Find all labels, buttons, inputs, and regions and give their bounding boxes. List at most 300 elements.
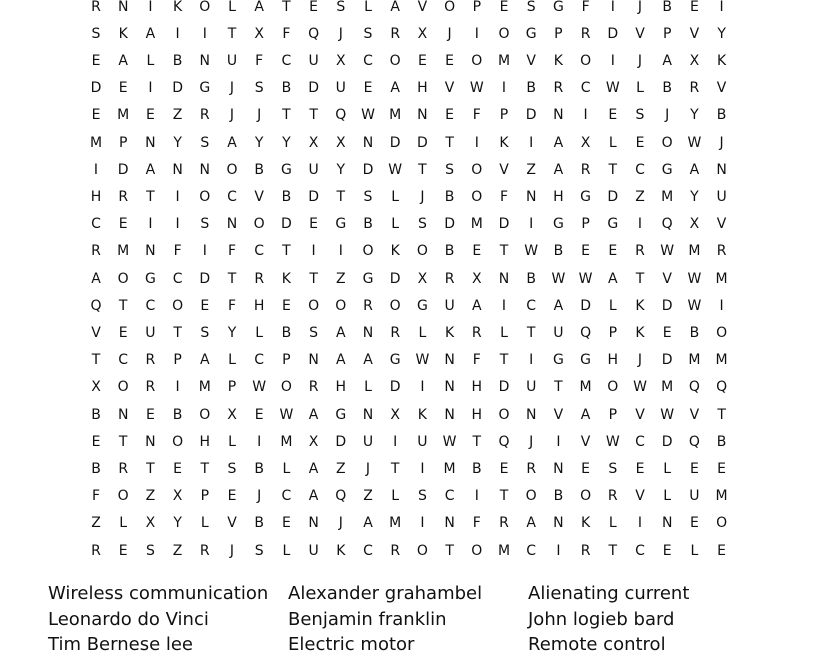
grid-letter: H [335, 379, 347, 396]
grid-letter: U [145, 324, 156, 341]
grid-letter: I [583, 107, 588, 124]
grid-letter: S [363, 25, 373, 42]
grid-letter: I [93, 161, 99, 178]
grid-letter: W [252, 379, 267, 396]
grid-letter: J [637, 352, 643, 369]
grid-letter: D [417, 134, 428, 151]
grid-letter: A [472, 297, 482, 314]
grid-letter: G [389, 352, 401, 369]
grid-letter: F [173, 243, 182, 260]
grid-letter: B [281, 188, 292, 205]
grid-letter: D [661, 297, 673, 314]
grid-letter: D [308, 188, 319, 205]
grid-letter: S [200, 134, 210, 151]
grid-letter: W [605, 80, 620, 97]
grid-letter: N [362, 406, 374, 423]
grid-letter: V [662, 270, 672, 287]
grid-letter: K [390, 243, 400, 260]
grid-letter: C [281, 488, 292, 505]
grid-letter: B [716, 433, 727, 450]
grid-letter: Q [661, 216, 673, 233]
grid-letter: A [145, 25, 156, 42]
grid-letter: Y [173, 134, 182, 151]
grid-letter: E [608, 107, 618, 124]
grid-letter: G [335, 406, 347, 423]
grid-letter: T [445, 542, 454, 559]
grid-letter: U [553, 324, 564, 341]
grid-letter: A [308, 460, 319, 477]
grid-letter: R [199, 542, 210, 559]
grid-letter: E [581, 243, 591, 260]
grid-letter: X [417, 25, 428, 42]
grid-letter: A [254, 0, 264, 15]
grid-letter: H [253, 297, 265, 314]
grid-letter: I [175, 216, 180, 233]
grid-letter: K [635, 297, 645, 314]
grid-letter: W [660, 406, 675, 423]
grid-letter: D [661, 352, 673, 369]
grid-letter: I [175, 188, 180, 205]
grid-letter: V [227, 515, 237, 532]
grid-letter: O [661, 134, 673, 151]
grid-letter: H [417, 80, 428, 97]
grid-letter: O [580, 488, 592, 505]
grid-letter: U [308, 161, 319, 178]
grid-letter: W [687, 134, 702, 151]
grid-letter: C [91, 216, 101, 233]
grid-letter: R [199, 107, 210, 124]
grid-letter: G [552, 216, 564, 233]
grid-letter: Y [254, 134, 264, 151]
grid-letter: E [118, 324, 128, 341]
grid-letter: M [688, 352, 701, 369]
grid-letter: X [336, 134, 346, 151]
grid-letter: E [118, 216, 128, 233]
grid-letter: N [525, 188, 537, 205]
grid-letter: T [227, 270, 237, 287]
grid-letter: R [444, 270, 455, 287]
grid-letter: I [311, 243, 316, 260]
grid-letter: W [687, 297, 702, 314]
grid-letter: A [662, 52, 672, 69]
grid-letter: N [308, 352, 319, 369]
grid-letter: A [200, 352, 210, 369]
grid-letter: U [417, 433, 428, 450]
grid-letter: N [199, 161, 211, 178]
grid-letter: I [338, 243, 343, 260]
grid-letter: I [529, 134, 534, 151]
grid-letter: I [175, 379, 180, 396]
grid-letter: F [499, 188, 509, 205]
grid-letter: O [607, 379, 619, 396]
grid-letter: E [145, 107, 155, 124]
grid-letter: C [172, 270, 183, 287]
grid-letter: T [499, 352, 509, 369]
grid-letter: S [635, 107, 645, 124]
grid-letter: S [254, 80, 264, 97]
grid-letter: O [471, 161, 483, 178]
grid-letter: N [117, 406, 129, 423]
grid-letter: L [500, 324, 508, 341]
grid-letter: E [309, 216, 319, 233]
grid-letter: Z [363, 488, 373, 505]
grid-letter: J [447, 25, 452, 42]
grid-letter: A [363, 352, 373, 369]
grid-letter: O [117, 270, 129, 287]
grid-letter: B [254, 515, 264, 532]
grid-letter: C [635, 161, 645, 178]
grid-letter: E [281, 515, 291, 532]
grid-letter: G [280, 161, 292, 178]
grid-letter: T [118, 433, 128, 450]
grid-letter: L [364, 379, 372, 396]
grid-letter: R [308, 379, 319, 396]
grid-letter: U [308, 542, 319, 559]
grid-letter: E [717, 542, 727, 559]
grid-letter: W [551, 270, 566, 287]
grid-letter: E [499, 0, 509, 15]
grid-letter: N [498, 270, 510, 287]
grid-letter: B [662, 0, 672, 15]
grid-letter: A [145, 161, 156, 178]
grid-letter: M [198, 379, 211, 396]
grid-letter: T [200, 460, 210, 477]
grid-letter: N [145, 134, 156, 151]
grid-letter: T [309, 107, 318, 124]
grid-letter: W [415, 352, 430, 369]
grid-letter: T [91, 352, 101, 369]
grid-letter: A [336, 352, 346, 369]
grid-letter: L [636, 80, 644, 97]
grid-letter: B [662, 80, 672, 97]
grid-letter: A [390, 0, 400, 15]
grid-letter: D [90, 80, 102, 97]
grid-letter: J [529, 433, 534, 450]
grid-letter: Q [335, 107, 347, 124]
grid-letter: Z [635, 188, 645, 205]
grid-letter: C [118, 352, 129, 369]
grid-letter: I [719, 297, 724, 314]
grid-letter: V [716, 216, 727, 233]
grid-letter: B [172, 52, 183, 69]
grid-letter: N [661, 515, 673, 532]
grid-letter: T [418, 161, 427, 178]
grid-letter: N [553, 515, 564, 532]
grid-letter: E [717, 460, 727, 477]
grid-letter: T [309, 270, 318, 287]
grid-letter: X [689, 216, 700, 233]
grid-letter: R [91, 542, 101, 559]
grid-letter: U [226, 52, 238, 69]
grid-letter: I [501, 297, 507, 314]
grid-letter: H [553, 188, 564, 205]
word-list-column-3 [528, 581, 689, 658]
word-list-column-2 [288, 581, 482, 658]
grid-letter: C [363, 542, 373, 559]
grid-letter: C [145, 297, 156, 314]
grid-letter: C [580, 80, 591, 97]
grid-letter: V [499, 161, 509, 178]
grid-letter: L [690, 542, 699, 559]
grid-letter: R [145, 379, 156, 396]
grid-letter: T [499, 488, 509, 505]
grid-letter: S [417, 488, 427, 505]
grid-letter: R [471, 324, 482, 341]
grid-letter: T [445, 134, 454, 151]
grid-letter: A [553, 297, 564, 314]
grid-letter: I [610, 52, 615, 69]
grid-letter: P [608, 324, 618, 341]
grid-letter: M [443, 460, 456, 477]
grid-letter: K [118, 25, 128, 42]
grid-letter: H [607, 352, 619, 369]
grid-letter: Q [335, 488, 347, 505]
grid-letter: T [499, 243, 509, 260]
grid-letter: G [552, 0, 564, 15]
grid-letter: O [389, 52, 401, 69]
grid-letter: K [553, 52, 563, 69]
grid-letter: J [719, 134, 724, 151]
grid-letter: R [499, 515, 509, 532]
grid-letter: Q [688, 433, 700, 450]
grid-letter: I [719, 0, 724, 15]
grid-letter: E [118, 542, 128, 559]
grid-letter: W [524, 243, 539, 260]
grid-letter: W [442, 433, 457, 450]
grid-letter: M [497, 52, 511, 69]
grid-letter: X [308, 134, 319, 151]
grid-letter: E [173, 460, 183, 477]
grid-letter: O [335, 297, 347, 314]
grid-letter: Q [90, 297, 102, 314]
grid-letter: O [416, 243, 428, 260]
grid-letter: C [635, 433, 645, 450]
grid-letter: F [227, 243, 237, 260]
grid-letter: I [420, 515, 425, 532]
grid-letter: S [200, 324, 210, 341]
grid-letter: D [308, 80, 319, 97]
grid-letter: T [173, 324, 182, 341]
grid-letter: D [580, 297, 591, 314]
grid-letter: I [556, 433, 561, 450]
grid-letter: D [525, 107, 537, 124]
grid-letter: V [635, 25, 645, 42]
grid-letter: L [391, 216, 400, 233]
grid-letter: L [200, 515, 209, 532]
grid-letter: Q [580, 324, 592, 341]
grid-letter: P [499, 107, 509, 124]
grid-letter: C [281, 52, 292, 69]
grid-letter: N [117, 0, 129, 15]
grid-letter: Y [227, 324, 237, 341]
grid-letter: V [716, 80, 727, 97]
grid-letter: E [363, 80, 373, 97]
grid-letter: R [254, 270, 265, 287]
grid-letter: P [472, 0, 482, 15]
grid-letter: W [660, 243, 675, 260]
grid-letter: N [444, 515, 455, 532]
grid-letter: I [148, 0, 153, 15]
grid-letter: Z [145, 488, 156, 505]
grid-letter: N [444, 352, 455, 369]
grid-letter: X [308, 433, 319, 450]
grid-letter: W [361, 107, 375, 124]
grid-letter: S [417, 216, 427, 233]
grid-letter: T [146, 188, 155, 205]
grid-letter: A [553, 161, 564, 178]
grid-letter: S [445, 161, 455, 178]
grid-letter: A [91, 270, 101, 287]
grid-letter: F [581, 0, 590, 15]
grid-letter: W [605, 433, 620, 450]
grid-letter: B [254, 161, 264, 178]
grid-letter: B [363, 216, 373, 233]
word-list-column-1 [48, 581, 268, 658]
grid-letter: R [580, 161, 591, 178]
grid-letter: T [526, 324, 536, 341]
grid-letter: K [173, 0, 183, 15]
grid-letter: T [608, 161, 618, 178]
grid-letter: A [580, 406, 591, 423]
word-item: Tim Bernese lee [48, 634, 194, 655]
grid-letter: R [91, 0, 101, 15]
grid-letter: W [687, 270, 702, 287]
grid-letter: M [389, 515, 402, 532]
grid-letter: D [172, 80, 183, 97]
grid-letter: F [472, 515, 481, 532]
grid-letter: L [663, 488, 672, 505]
grid-letter: R [118, 188, 129, 205]
grid-letter: N [145, 433, 156, 450]
grid-letter: X [254, 25, 264, 42]
grid-letter: Z [172, 107, 183, 124]
grid-letter: E [227, 488, 237, 505]
grid-letter: O [580, 52, 592, 69]
grid-letter: I [148, 216, 153, 233]
grid-letter: B [526, 80, 536, 97]
grid-letter: Y [336, 161, 346, 178]
grid-letter: V [689, 406, 700, 423]
grid-letter: T [282, 0, 291, 15]
grid-letter: L [608, 297, 617, 314]
grid-letter: E [499, 460, 509, 477]
grid-letter: Q [308, 25, 320, 42]
grid-letter: C [254, 352, 265, 369]
grid-letter: G [416, 297, 428, 314]
grid-letter: A [363, 515, 373, 532]
grid-letter: J [637, 52, 643, 69]
grid-letter: S [227, 460, 237, 477]
grid-letter: I [202, 25, 207, 42]
grid-letter: E [91, 107, 101, 124]
grid-letter: J [257, 107, 262, 124]
grid-letter: J [257, 488, 262, 505]
grid-letter: O [444, 0, 456, 15]
grid-letter: K [336, 542, 346, 559]
grid-letter: L [608, 515, 617, 532]
grid-letter: J [665, 107, 670, 124]
grid-letter: M [117, 243, 130, 260]
grid-letter: O [525, 488, 537, 505]
grid-letter: B [444, 188, 455, 205]
grid-letter: A [336, 324, 346, 341]
grid-letter: G [580, 352, 592, 369]
grid-letter: B [689, 324, 700, 341]
grid-letter: M [497, 542, 511, 559]
grid-letter: E [309, 0, 319, 15]
grid-letter: S [91, 25, 101, 42]
grid-letter: O [716, 324, 728, 341]
grid-letter: N [145, 243, 156, 260]
grid-letter: M [688, 243, 701, 260]
word-item: John logieb bard [528, 608, 675, 630]
grid-letter: U [444, 297, 455, 314]
grid-letter: S [200, 216, 210, 233]
grid-letter: X [172, 488, 183, 505]
grid-letter: B [254, 460, 264, 477]
grid-letter: D [607, 188, 619, 205]
grid-letter: T [608, 542, 618, 559]
grid-letter: I [610, 0, 615, 15]
grid-letter: M [389, 107, 402, 124]
grid-letter: E [445, 52, 455, 69]
grid-letter: R [580, 25, 591, 42]
grid-letter: N [417, 107, 428, 124]
grid-letter: L [391, 188, 400, 205]
grid-letter: J [365, 460, 371, 477]
grid-letter: A [553, 134, 564, 151]
grid-letter: F [282, 25, 291, 42]
grid-letter: E [145, 406, 155, 423]
word-item: Benjamin franklin [288, 608, 447, 630]
grid-letter: L [282, 460, 291, 477]
grid-letter: K [581, 515, 591, 532]
grid-letter: Y [690, 188, 699, 205]
grid-letter: B [553, 488, 564, 505]
grid-letter: D [498, 379, 510, 396]
grid-letter: H [90, 188, 102, 205]
grid-letter: O [308, 297, 320, 314]
grid-letter: R [91, 243, 101, 260]
grid-letter: A [118, 52, 128, 69]
grid-letter: N [199, 52, 211, 69]
grid-letter: B [526, 270, 536, 287]
grid-letter: E [445, 107, 455, 124]
grid-letter: I [637, 216, 643, 233]
grid-letter: L [418, 324, 427, 341]
grid-letter: B [471, 460, 482, 477]
grid-letter: E [608, 243, 618, 260]
grid-letter: A [526, 515, 536, 532]
grid-letter: H [471, 406, 483, 423]
grid-letter: I [501, 80, 507, 97]
grid-letter: I [420, 460, 425, 477]
grid-letter: N [444, 379, 455, 396]
grid-letter: I [474, 134, 479, 151]
grid-letter: D [389, 134, 401, 151]
grid-letter: V [417, 0, 428, 15]
grid-letter: D [117, 161, 129, 178]
grid-letter: I [148, 80, 153, 97]
grid-letter: K [281, 270, 291, 287]
grid-letter: G [525, 25, 537, 42]
grid-letter: O [716, 515, 728, 532]
grid-letter: V [553, 406, 564, 423]
grid-letter: I [393, 433, 398, 450]
grid-letter: M [661, 379, 674, 396]
grid-letter: P [662, 25, 672, 42]
grid-letter: X [472, 270, 482, 287]
